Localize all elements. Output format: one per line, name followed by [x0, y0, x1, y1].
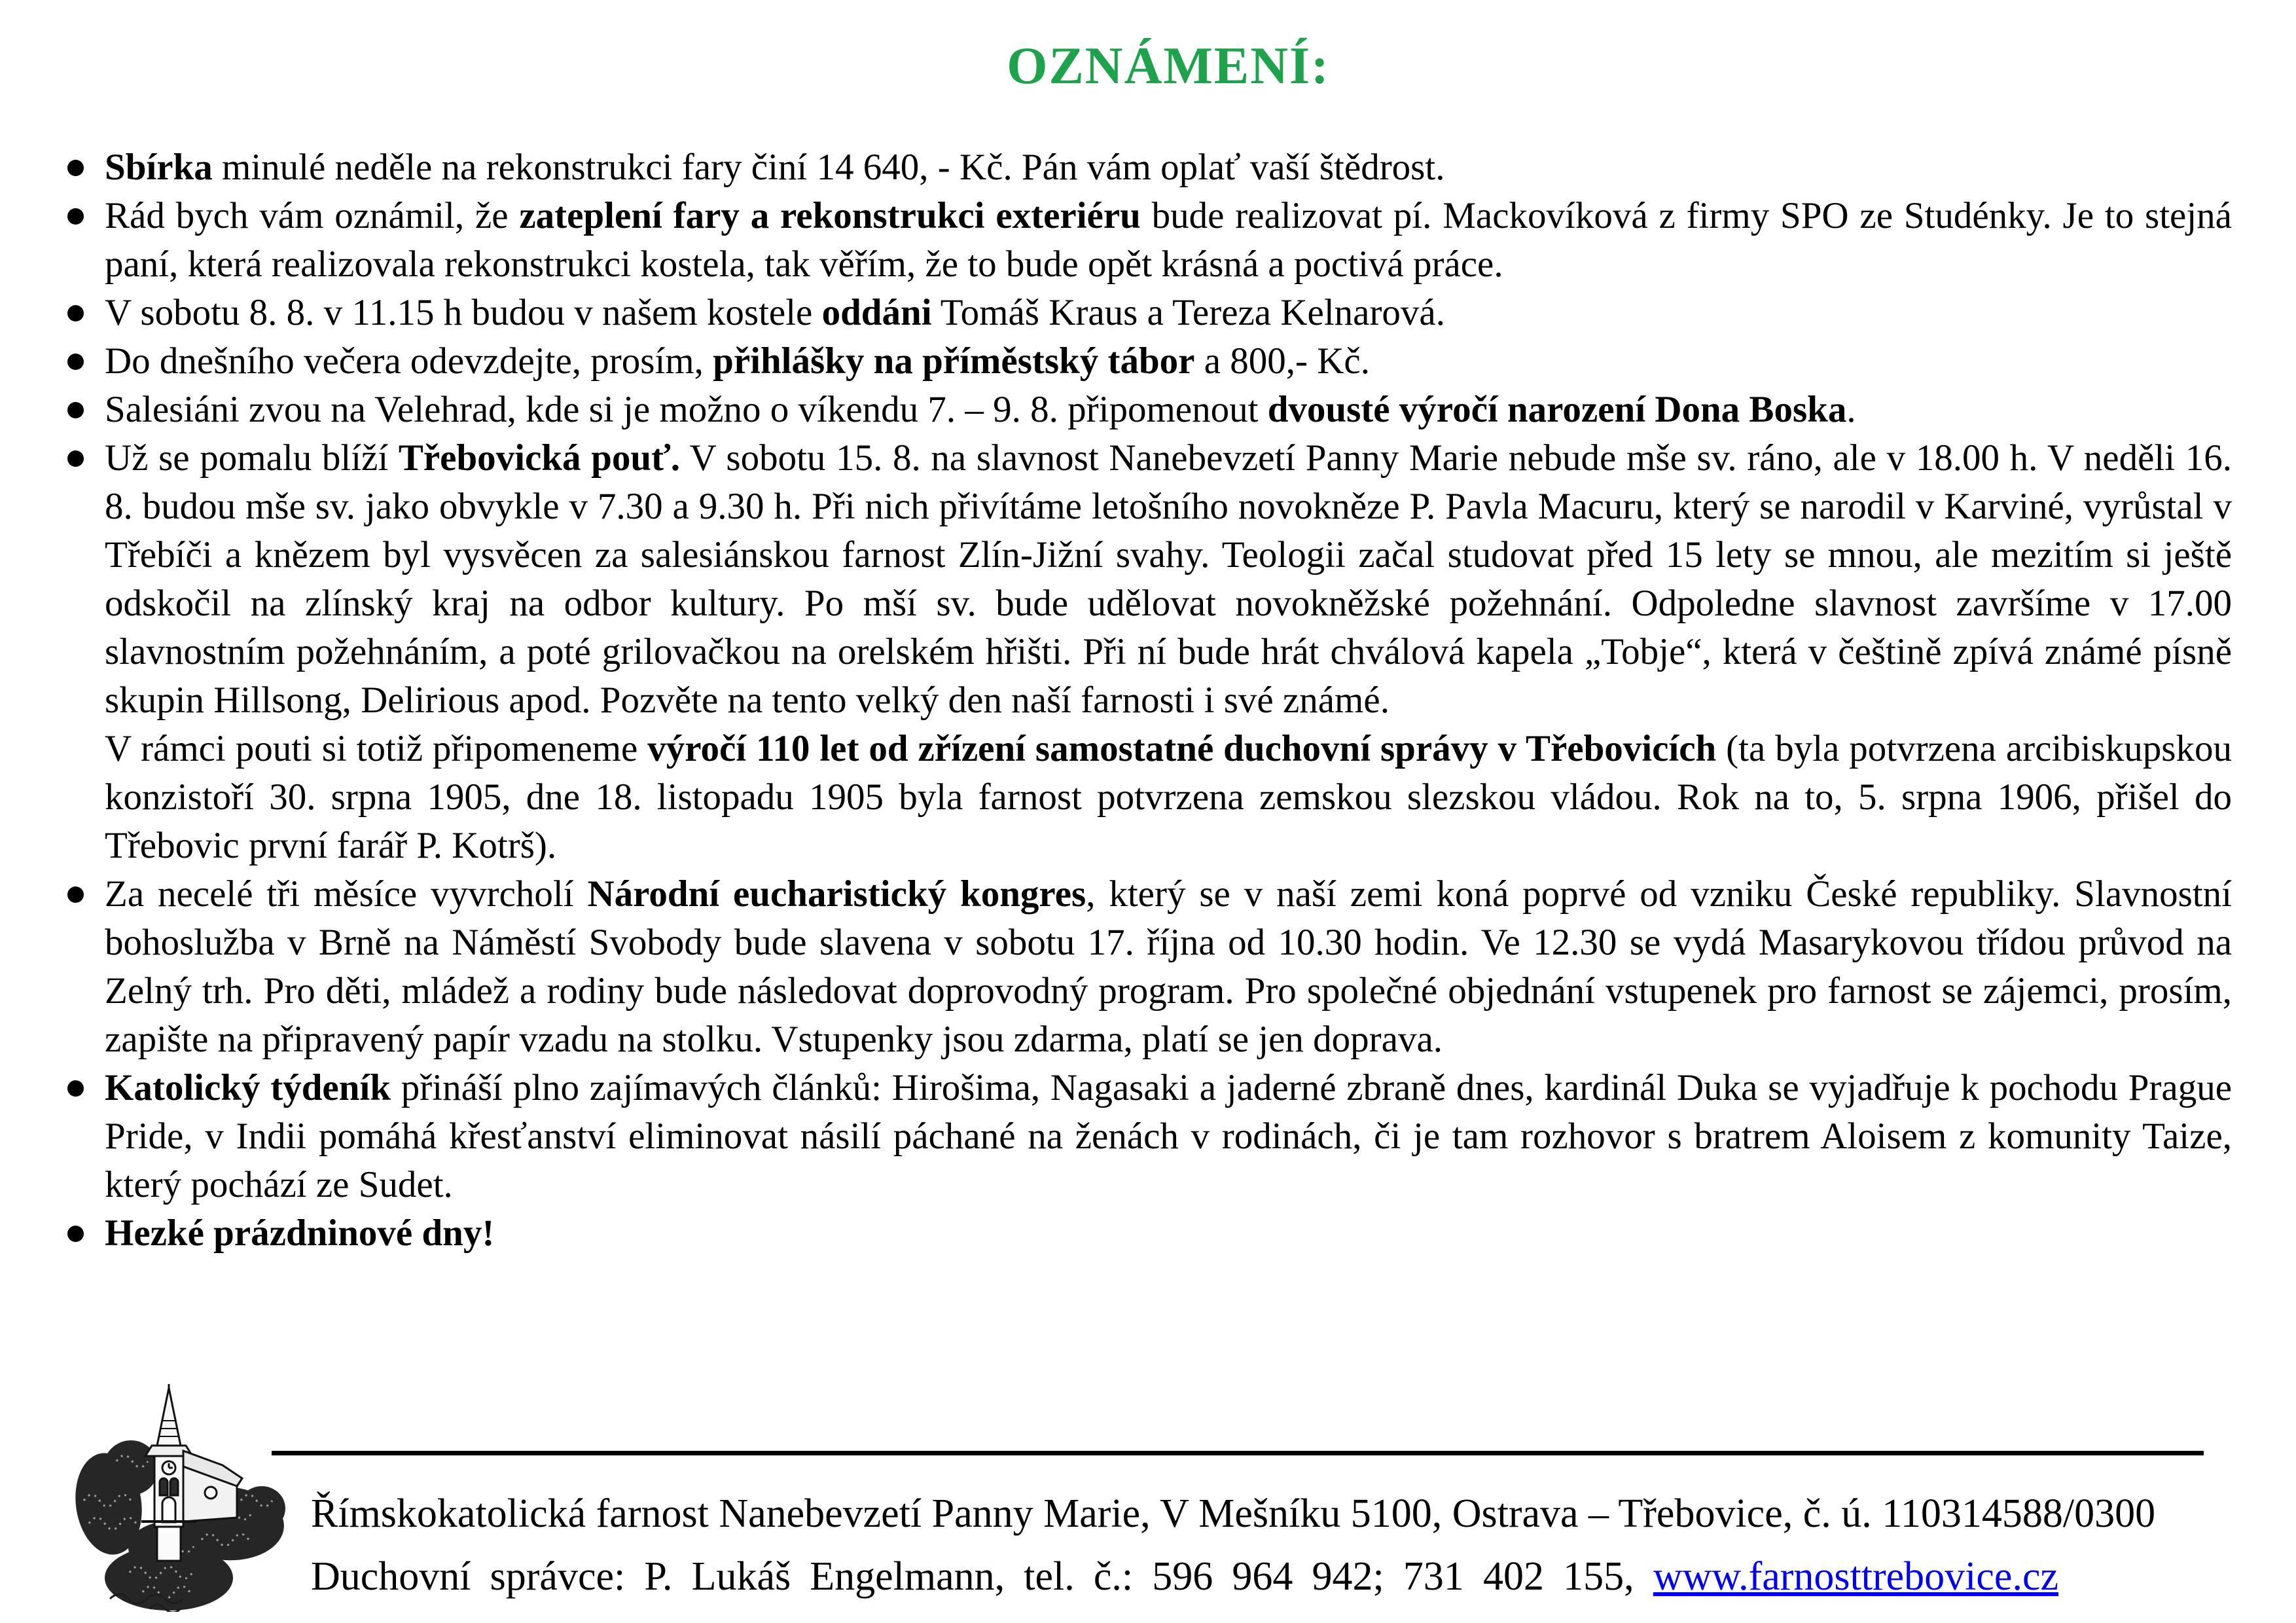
text-run: Za necelé tři měsíce vyvrcholí — [105, 873, 588, 915]
text-run: Už se pomalu blíží — [105, 437, 399, 479]
text-run: Tomáš Kraus a Tereza Kelnarová. — [931, 292, 1445, 333]
text-run: V rámci pouti si totiž připomeneme — [105, 728, 648, 769]
paragraph — [105, 337, 2232, 386]
paragraph — [105, 870, 2232, 1064]
list-item — [105, 289, 2232, 337]
text-run: Rád bych vám oznámil, že — [105, 195, 520, 236]
bold-text-run: oddáni — [821, 292, 932, 333]
paragraph — [105, 1064, 2232, 1209]
bullet-dot-icon — [67, 354, 84, 370]
paragraph — [105, 725, 2232, 870]
announcement-list — [105, 143, 2232, 1258]
bold-text-run: Sbírka — [105, 147, 213, 188]
text-run: (ta byla potvrzena arcibiskupskou konzistoří 30. srpna 1905, dne 18. listopadu 1905 byla farnost potvrzena zemskou slezskou vládou. Rok na to, 5. srpna 1906, přišel do Třebovic první farář P. Kotrš). — [105, 728, 2232, 866]
text-run: bude realizovat pí. Mackovíková z firmy SPO ze Studénky. Je to stejná paní, která realizovala rekonstrukci kostela, tak věřím, že to bude opět krásná a poctivá práce. — [105, 195, 2232, 285]
list-item — [105, 337, 2232, 386]
bullet-dot-icon — [67, 1080, 84, 1097]
bullet-dot-icon — [67, 160, 84, 176]
footer-website-link[interactable]: www.farnosttrebovice.cz — [1653, 1554, 2058, 1599]
text-run: a 800,- Kč. — [1194, 340, 1370, 382]
bold-text-run: Hezké prázdninové dny! — [105, 1213, 495, 1254]
footer-contact-line — [311, 1552, 2204, 1601]
paragraph — [105, 386, 2232, 434]
bold-text-run: přihlášky na příměstský tábor — [713, 340, 1195, 382]
text-run: . — [1846, 389, 1856, 430]
text-run: minulé neděle na rekonstrukci fary činí 14 640, - Kč. Pán vám oplať vaší štědrost. — [212, 147, 1445, 188]
bullet-dot-icon — [67, 208, 84, 225]
bold-text-run: zateplení fary a rekonstrukci exteriéru — [519, 195, 1141, 236]
text-run: přináší plno zajímavých článků: Hirošima, Nagasaki a jaderné zbraně dnes, kardinál Duka se vyjadřuje k pochodu Prague Pride, v Indii pomáhá křesťanství eliminovat násilí páchané na ženách v rodinách, či je tam rozhovor s bratrem Aloisem z komunity Taize, který pochází ze Sudet. — [105, 1067, 2232, 1205]
text-run: Salesiáni zvou na Velehrad, kde si je možno o víkendu 7. – 9. 8. připomenout — [105, 389, 1268, 430]
bold-text-run: výročí 110 let od zřízení samostatné duchovní správy v Třebovicích — [647, 728, 1717, 769]
text-run: , který se v naší zemi koná poprvé od vzniku České republiky. Slavnostní bohoslužba v Brně na Náměstí Svobody bude slavena v sobotu 17. října od 10.30 hodin. Ve 12.30 se vydá Masarykovou třídou průvod na Zelný trh. Pro děti, mládež a rodiny bude následovat doprovodný program. Pro společné objednání vstupenek pro farnost se zájemci, prosím, zapište na připravený papír vzadu na stolku. Vstupenky jsou zdarma, platí se jen doprava. — [105, 873, 2232, 1060]
bullet-dot-icon — [67, 402, 84, 418]
footer-contact-text: Duchovní správce: P. Lukáš Engelmann, tel. č.: 596 964 942; 731 402 155, — [311, 1554, 1653, 1599]
footer-divider — [272, 1451, 2204, 1455]
bullet-dot-icon — [67, 1226, 84, 1242]
bold-text-run: Katolický týdeník — [105, 1067, 391, 1108]
text-run: V sobotu 8. 8. v 11.15 h budou v našem kostele — [105, 292, 822, 333]
list-item — [105, 386, 2232, 434]
list-item — [105, 1209, 2232, 1258]
bullet-dot-icon — [67, 886, 84, 903]
list-item — [105, 1064, 2232, 1209]
list-item — [105, 434, 2232, 870]
page-title: OZNÁMENÍ: — [1007, 37, 1330, 95]
footer-info-block — [272, 1368, 2204, 1601]
footer — [0, 1368, 2296, 1623]
paragraph — [105, 192, 2232, 289]
list-item — [105, 192, 2232, 289]
text-run: Do dnešního večera odevzdejte, prosím, — [105, 340, 713, 382]
list-item — [105, 143, 2232, 192]
list-item — [105, 870, 2232, 1064]
paragraph — [105, 289, 2232, 337]
bold-text-run: Národní eucharistický kongres — [587, 873, 1086, 915]
bullet-dot-icon — [67, 305, 84, 321]
bullet-dot-icon — [67, 450, 84, 467]
paragraph — [105, 1209, 2232, 1258]
paragraph — [105, 143, 2232, 192]
bold-text-run: Třebovická pouť. — [398, 437, 680, 479]
church-sketch-image — [71, 1383, 287, 1612]
bold-text-run: dvousté výročí narození Dona Boska — [1267, 389, 1847, 430]
footer-parish-info: Římskokatolická farnost Nanebevzetí Panny Marie, V Mešníku 5100, Ostrava – Třebovice, č. ú. 110314588/0300 — [311, 1491, 2156, 1536]
text-run: V sobotu 15. 8. na slavnost Nanebevzetí Panny Marie nebude mše sv. ráno, ale v 18.00 h. V neděli 16. 8. budou mše sv. jako obvykle v 7.30 a 9.30 h. Při nich přivítáme letošního novokněze P. Pavla Macuru, který se narodil v Karviné, vyrůstal v Třebíči a knězem byl vysvěcen za salesiánskou farnost Zlín-Jižní svahy. Teologii začal studovat před 15 lety se mnou, ale mezitím si ještě odskočil na zlínský kraj na odbor kultury. Po mší sv. bude udělovat novokněžské požehnání. Odpoledne slavnost završíme v 17.00 slavnostním požehnáním, a poté grilovačkou na orelském hřišti. Při ní bude hrát chválová kapela „Tobje“, která v češtině zpívá známé písně skupin Hillsong, Delirious apod. Pozvěte na tento velký den naší farnosti i své známé. — [105, 437, 2232, 721]
paragraph — [105, 434, 2232, 725]
